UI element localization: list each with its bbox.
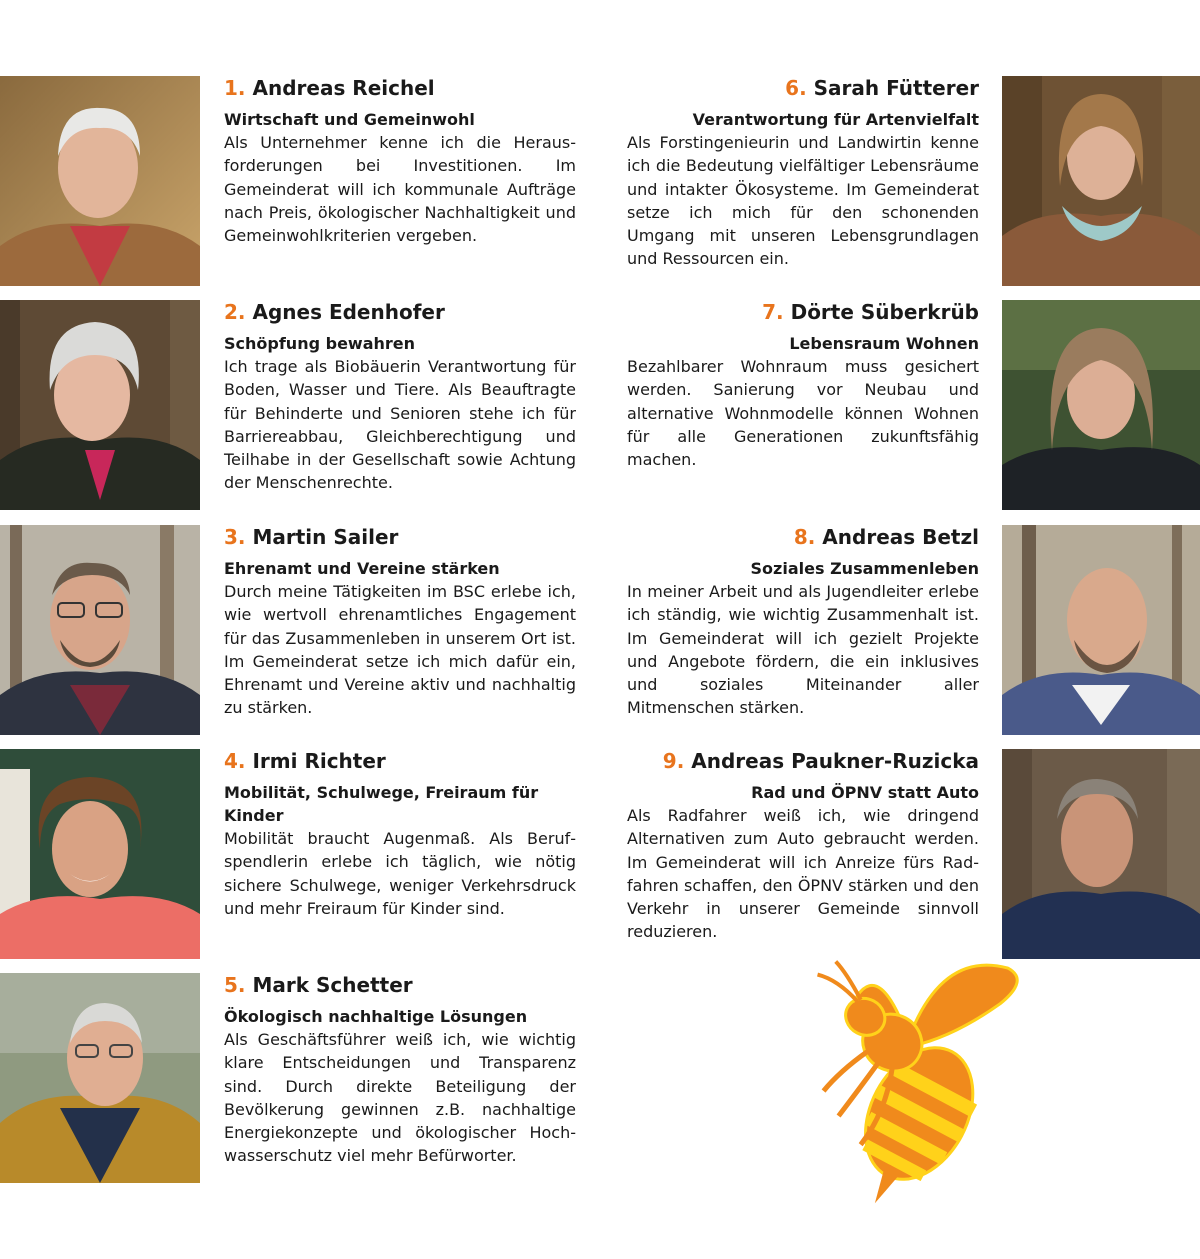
candidate-topic: Lebensraum Wohnen [789, 334, 979, 353]
candidate-name-text: Martin Sailer [252, 525, 399, 549]
candidate-text [224, 525, 576, 720]
candidate-topic: Mobilität, Schulwege, Freiraum für Kinder [224, 783, 539, 825]
candidate-statement: Bezahlbarer Wohnraum muss gesichert werden. Sanierung vor Neubau und alternative Wohnmodelle können Wohnen für alle Generationen zukunftsfähig machen. [627, 357, 979, 470]
candidate-text [224, 300, 576, 495]
candidate-number: 4. [224, 749, 246, 773]
candidate-name [224, 749, 576, 773]
candidate-statement: Als Unternehmer kenne ich die Herausforderungen bei Investitionen. Im Gemeinderat will ich kommunale Aufträge nach Preis, ökologischer Nachhaltigkeit und Gemeinwohlkriterien vergeben. [224, 133, 576, 246]
candidate-name-text: Agnes Edenhofer [252, 300, 445, 324]
candidate-statement: Als Forstingenieurin und Landwirtin kenne ich die Bedeutung vielfältiger Lebensräume und intakter Ökosysteme. Im Gemeinderat setze ich mich für den schonenden Umgang mit unseren Lebensgrundlagen und Ressourcen ein. [627, 133, 979, 269]
candidate-topic: Wirtschaft und Gemeinwohl [224, 110, 475, 129]
candidate-photo [0, 76, 200, 286]
candidate-photo [1002, 300, 1200, 510]
candidate-name-text: Sarah Fütterer [813, 76, 979, 100]
candidate-topic: Schöpfung bewahren [224, 334, 416, 353]
candidate-photo [0, 300, 200, 510]
candidate-statement: Als Radfahrer weiß ich, wie dringend Alternativen zum Auto gebraucht werden. Im Gemeinderat will ich Anreize fürs Radfahren schaffen, den ÖPNV stärken und den Verkehr in unserer Gemeinde sinnvoll reduzieren. [627, 806, 979, 942]
candidate-number: 9. [662, 749, 685, 773]
candidate-name [224, 300, 576, 324]
candidate-number: 5. [224, 973, 246, 997]
candidate-text [627, 76, 979, 271]
candidate-statement: Durch meine Tätigkeiten im BSC erlebe ich, wie wertvoll ehrenamtliches Engagement für das Zusammenleben in unserem Ort ist. Im Gemeinderat setze ich mich dafür ein, Ehrenamt und Vereine aktiv und nachhaltig zu stärken. [224, 582, 576, 718]
candidate-number: 8. [793, 525, 816, 549]
candidate-topic: Rad und ÖPNV statt Auto [751, 783, 979, 802]
candidate-statement: Als Geschäftsführer weiß ich, wie wichtig klare Entscheidungen und Transparenz sind. Durch direkte Beteiligung der Bevölkerung gewinnen z.B. nachhaltige Energiekonzepte und ökologischer Hochwasserschutz viel mehr Befürworter. [224, 1030, 576, 1166]
candidate-number: 1. [224, 76, 246, 100]
candidate-text [224, 973, 576, 1168]
candidate-name-text: Andreas Reichel [252, 76, 435, 100]
candidate-name-text: Irmi Richter [252, 749, 386, 773]
candidate-text [627, 300, 979, 471]
candidate-photo [1002, 76, 1200, 286]
candidate-statement: Ich trage als Biobäuerin Verantwortung für Boden, Wasser und Tiere. Als Beauftragte für Behinderte und Senioren stehe ich für Barriereabbau, Gleichberechtigung und Teilhabe in der Gesellschaft sowie Achtung der Menschenrechte. [224, 357, 576, 493]
candidate-name [627, 300, 979, 324]
candidate-statement: In meiner Arbeit und als Jugendleiter erlebe ich ständig, wie wichtig Zusammenhalt ist. Im Gemeinderat will ich gezielt Projekte und Angebote fördern, die ein inklusives und soziales Miteinander aller Mitmenschen stärken. [627, 582, 979, 718]
candidate-name [627, 525, 979, 549]
candidate-text [627, 749, 979, 944]
candidate-photo [0, 749, 200, 959]
candidate-name-text: Mark Schetter [252, 973, 413, 997]
candidate-photo [1002, 525, 1200, 735]
candidate-statement: Mobilität braucht Augenmaß. Als Berufspendlerin erlebe ich täglich, wie nötig sichere Schulwege, weniger Verkehrsdruck und mehr Freiraum für Kinder sind. [224, 829, 576, 918]
candidate-number: 3. [224, 525, 246, 549]
candidate-name [627, 749, 979, 773]
candidate-topic: Soziales Zusammenleben [750, 559, 979, 578]
candidate-name-text: Andreas Betzl [822, 525, 979, 549]
candidate-photo [0, 973, 200, 1183]
candidate-name [224, 973, 576, 997]
candidate-number: 2. [224, 300, 246, 324]
candidate-name-text: Andreas Paukner-Ruzicka [691, 749, 979, 773]
candidate-name [224, 525, 576, 549]
candidate-name [627, 76, 979, 100]
candidate-photo [1002, 749, 1200, 959]
bee-illustration [770, 925, 1030, 1225]
candidate-topic: Verantwortung für Artenvielfalt [692, 110, 979, 129]
candidate-name [224, 76, 576, 100]
candidate-text [627, 525, 979, 720]
candidate-topic: Ehrenamt und Vereine stärken [224, 559, 500, 578]
candidate-photo [0, 525, 200, 735]
candidate-number: 7. [762, 300, 784, 324]
candidate-number: 6. [785, 76, 807, 100]
candidate-text [224, 76, 576, 247]
candidate-text [224, 749, 576, 920]
candidate-topic: Ökologisch nachhaltige Lösungen [224, 1007, 528, 1026]
candidate-name-text: Dörte Süberkrüb [790, 300, 979, 324]
